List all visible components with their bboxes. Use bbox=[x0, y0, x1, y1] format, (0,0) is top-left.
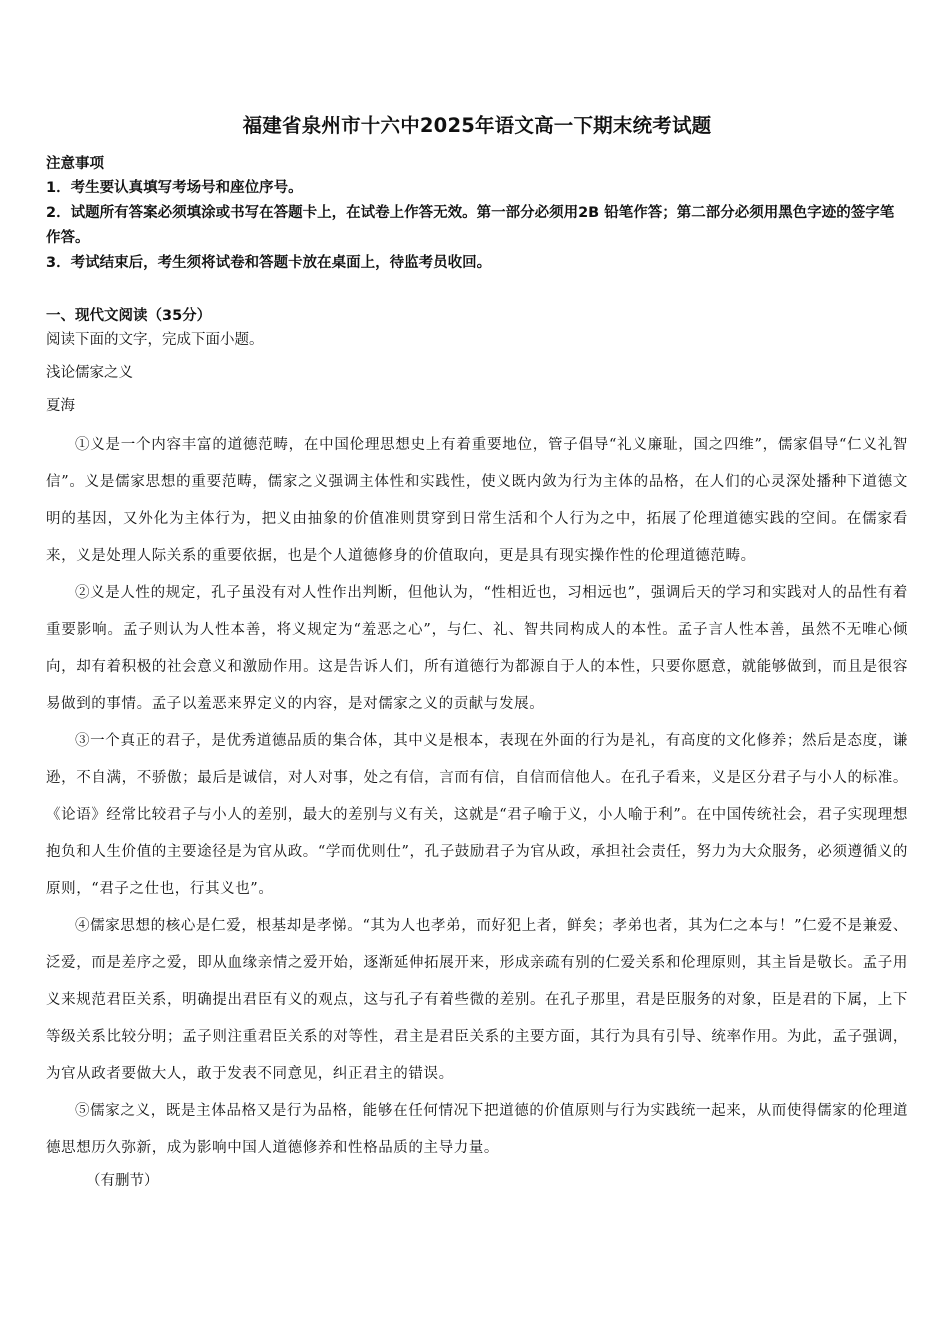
exam-page bbox=[46, 112, 908, 1195]
notice-item: 2．试题所有答案必须填涂或书写在答题卡上，在试卷上作答无效。第一部分必须用2B 铅笔作答；第二部分必须用黑色字迹的签字笔作答。 bbox=[46, 205, 895, 246]
notice-item: 1．考生要认真填写考场号和座位序号。 bbox=[46, 180, 303, 196]
section-heading: 一、现代文阅读（35分） bbox=[46, 308, 212, 324]
article-paragraph-1: ①义是一个内容丰富的道德范畴，在中国伦理思想史上有着重要地位，管子倡导“礼义廉耻，国之四维”，儒家倡导“仁义礼智信”。义是儒家思想的重要范畴，儒家之义强调主体性和实践性，使义既内敛为行为主体的品格，在人们的心灵深处播种下道德文明的基因，又外化为主体行为，把义由抽象的价值准则贯穿到日常生活和个人行为之中，拓展了伦理道德实践的空间。在儒家看来，义是处理人际关系的重要依据，也是个人道德修身的价值取向，更是具有现实操作性的伦理道德范畴。 bbox=[46, 437, 908, 564]
article-paragraph-3: ③一个真正的君子，是优秀道德品质的集合体，其中义是根本，表现在外面的行为是礼，有高度的文化修养；然后是态度，谦逊，不自满，不骄傲；最后是诚信，对人对事，处之有信，言而有信，自信而信他人。在孔子看来，义是区分君子与小人的标准。《论语》经常比较君子与小人的差别，最大的差别与义有关，这就是“君子喻于义，小人喻于利”。在中国传统社会，君子实现理想抱负和人生价值的主要途径是为官从政。“学而优则仕”，孔子鼓励君子为官从政，承担社会责任，努力为大众服务，必须遵循义的原则，“君子之仕也，行其义也”。 bbox=[46, 733, 908, 897]
article-author: 夏海 bbox=[46, 398, 75, 414]
notice-heading: 注意事项 bbox=[46, 156, 104, 172]
article-paragraph-2: ②义是人性的规定，孔子虽没有对人性作出判断，但他认为，“性相近也，习相远也”，强调后天的学习和实践对人的品性有着重要影响。孟子则认为人性本善，将义规定为“羞恶之心”，与仁、礼、智共同构成人的本性。孟子言人性本善，虽然不无唯心倾向，却有着积极的社会意义和激励作用。这是告诉人们，所有道德行为都源自于人的本性，只要你愿意，就能够做到，而且是很容易做到的事情。孟子以羞恶来界定义的内容，是对儒家之义的贡献与发展。 bbox=[46, 585, 908, 712]
exam-title: 福建省泉州市十六中2025年语文高一下期末统考试题 bbox=[242, 114, 712, 137]
abridged-note: （有删节） bbox=[86, 1173, 159, 1189]
section-instruction: 阅读下面的文字，完成下面小题。 bbox=[46, 332, 264, 348]
article-paragraph-5: ⑤儒家之义，既是主体品格又是行为品格，能够在任何情况下把道德的价值原则与行为实践统一起来，从而使得儒家的伦理道德思想历久弥新，成为影响中国人道德修养和性格品质的主导力量。 bbox=[46, 1103, 908, 1156]
reading-section bbox=[46, 304, 908, 1195]
article-title: 浅论儒家之义 bbox=[46, 365, 133, 381]
notice-block bbox=[46, 152, 908, 276]
article-paragraph-4: ④儒家思想的核心是仁爱，根基却是孝悌。“其为人也孝弟，而好犯上者，鲜矣；孝弟也者，其为仁之本与！”仁爱不是兼爱、泛爱，而是差序之爱，即从血缘亲情之爱开始，逐渐延伸拓展开来，形成亲疏有别的仁爱关系和伦理原则，其主旨是敬长。孟子用义来规范君臣关系，明确提出君臣有义的观点，这与孔子有着些微的差别。在孔子那里，君是臣服务的对象，臣是君的下属，上下等级关系比较分明；孟子则注重君臣关系的对等性，君主是君臣关系的主要方面，其行为具有引导、统率作用。为此，孟子强调，为官从政者要做大人，敢于发表不同意见，纠正君主的错误。 bbox=[46, 918, 908, 1082]
notice-item: 3．考试结束后，考生须将试卷和答题卡放在桌面上，待监考员收回。 bbox=[46, 255, 492, 271]
